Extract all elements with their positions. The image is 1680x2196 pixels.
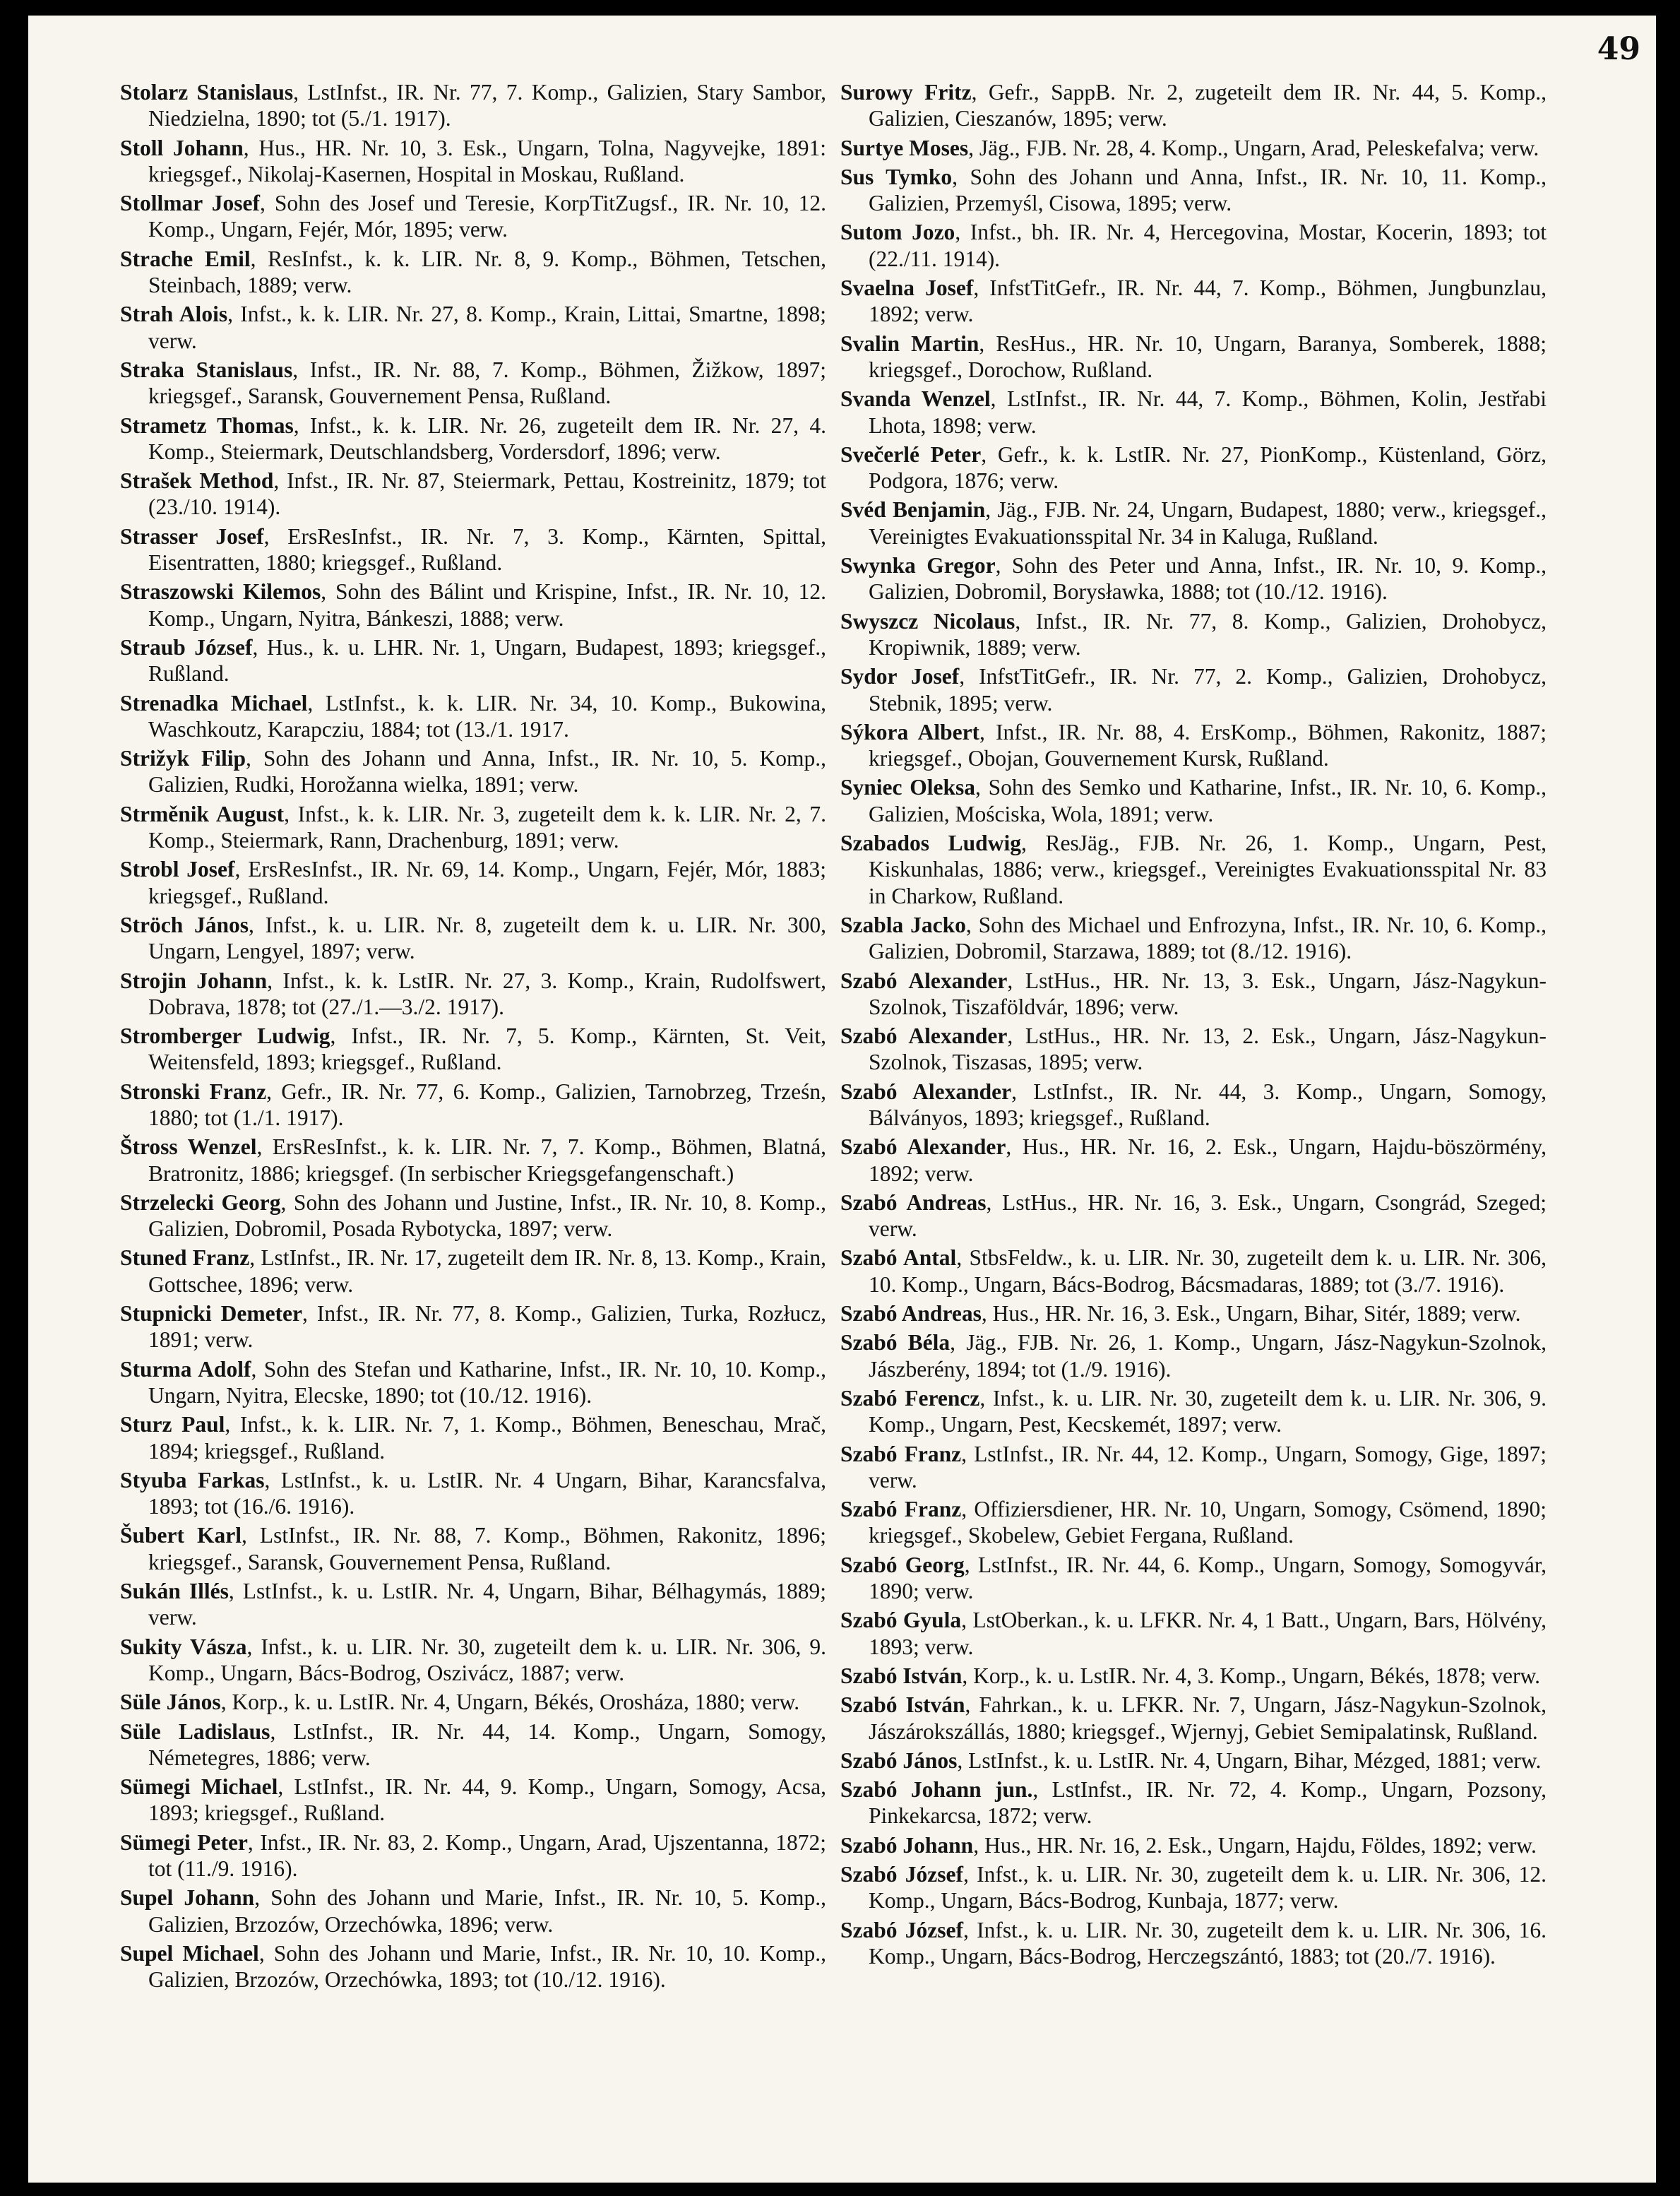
entry-details: , Infst., k. k. LIR. Nr. 7, 1. Komp., Böhmen, Beneschau, Mrač, 1894; kriegsgef., Rußland.	[148, 1412, 826, 1464]
entry-details: , Hus., HR. Nr. 10, 3. Esk., Ungarn, Tolna, Nagyvejke, 1891: kriegsgef., Nikolaj-Kasernen, Hospital in Moskau, Rußland.	[148, 135, 826, 186]
entry-name: Štross Wenzel	[120, 1134, 257, 1160]
register-entry	[120, 1300, 826, 1353]
entry-details: , Gefr., k. k. LstIR. Nr. 27, PionKomp., Küstenland, Görz, Podgora, 1876; verw.	[869, 441, 1547, 494]
register-entry	[840, 1692, 1547, 1745]
left-column	[120, 79, 826, 2170]
register-entry	[120, 1079, 826, 1132]
entry-details: , Fahrkan., k. u. LFKR. Nr. 7, Ungarn, Jász-Nagykun-Szolnok, Jászárokszállás, 1880; kriegsgef., Wjernyj, Gebiet Semipalatinsk, Rußland.	[869, 1692, 1547, 1744]
register-entry	[840, 1441, 1547, 1494]
entry-name: Svalin Martin	[840, 331, 979, 356]
entry-details: , Infst., k. u. LIR. Nr. 30, zugeteilt dem k. u. LIR. Nr. 306, 9. Komp., Ungarn, Pest, Kecskemét, 1897; verw.	[869, 1385, 1547, 1437]
entry-details: , Sohn des Stefan und Katharine, Infst., IR. Nr. 10, 10. Komp., Ungarn, Nyitra, Elecske, 1890; tot (10./12. 1916).	[148, 1356, 826, 1408]
entry-name: Szabó Andreas	[840, 1301, 982, 1326]
register-entry	[840, 663, 1547, 716]
register-entry	[120, 690, 826, 743]
entry-details: , LstInfst., k. k. LIR. Nr. 34, 10. Komp., Bukowina, Waschkoutz, Karapcziu, 1884; tot (13./1. 1917.	[148, 690, 826, 742]
entry-details: , LstHus., HR. Nr. 13, 2. Esk., Ungarn, Jász-Nagykun-Szolnok, Tiszasas, 1895; verw.	[869, 1023, 1547, 1075]
register-entry	[120, 1634, 826, 1687]
entry-name: Ströch János	[120, 912, 249, 937]
entry-name: Szabados Ludwig	[840, 831, 1021, 856]
entry-details: , Infst., k. k. LstIR. Nr. 27, 3. Komp., Krain, Rudolfswert, Dobrava, 1878; tot (27./1.—3./2. 1917).	[148, 968, 826, 1019]
register-entry	[840, 1917, 1547, 1970]
entry-details: , Sohn des Bálint und Krispine, Infst., IR. Nr. 10, 12. Komp., Ungarn, Nyitra, Bánkeszi, 1888; verw.	[148, 579, 826, 631]
register-entry	[840, 1747, 1547, 1774]
register-entry	[840, 1607, 1547, 1660]
register-entry	[120, 190, 826, 243]
entry-details: , Infst., k. k. LIR. Nr. 27, 8. Komp., Krain, Littai, Smartne, 1898; verw.	[148, 302, 826, 353]
entry-name: Szabó Franz	[840, 1441, 962, 1466]
entry-name: Szabó Alexander	[840, 1134, 1006, 1160]
register-entry	[840, 719, 1547, 772]
register-entry	[120, 968, 826, 1021]
register-entry	[840, 968, 1547, 1021]
register-entry	[120, 1134, 826, 1187]
entry-details: , Infst., IR. Nr. 77, 8. Komp., Galizien, Drohobycz, Kropiwnik, 1889; verw.	[869, 608, 1547, 660]
entry-name: Šubert Karl	[120, 1523, 242, 1548]
entry-details: , Infst., IR. Nr. 7, 5. Komp., Kärnten, St. Veit, Weitensfeld, 1893; kriegsgef., Rußland.	[148, 1023, 826, 1075]
entry-details: , Infst., k. u. LIR. Nr. 30, zugeteilt dem k. u. LIR. Nr. 306, 16. Komp., Ungarn, Bács-Bodrog, Herczegszántó, 1883; tot (20./7. 1916).	[869, 1917, 1547, 1969]
entry-details: , ResJäg., FJB. Nr. 26, 1. Komp., Ungarn, Pest, Kiskunhalas, 1886; verw., kriegsgef., Vereinigtes Evakuationsspital Nr. 83 in Charkow, Rußland.	[869, 831, 1547, 908]
register-entry	[120, 1245, 826, 1298]
entry-name: Stronski Franz	[120, 1079, 267, 1104]
entry-details: , LstHus., HR. Nr. 16, 3. Esk., Ungarn, Csongrád, Szeged; verw.	[869, 1189, 1547, 1242]
register-entry	[120, 634, 826, 687]
entry-name: Süle Ladislaus	[120, 1719, 270, 1744]
entry-details: , Infst., bh. IR. Nr. 4, Hercegovina, Mostar, Kocerin, 1893; tot (22./11. 1914).	[869, 220, 1547, 271]
entry-name: Stromberger Ludwig	[120, 1023, 330, 1049]
entry-name: Szabó Antal	[840, 1245, 957, 1271]
entry-details: , Sohn des Johann und Marie, Infst., IR. Nr. 10, 10. Komp., Galizien, Brzozów, Orzechówka, 1893; tot (10./12. 1916).	[148, 1940, 826, 1993]
entry-name: Svanda Wenzel	[840, 386, 991, 412]
entry-name: Sutom Jozo	[840, 220, 955, 245]
entry-details: , LstInfst., IR. Nr. 44, 3. Komp., Ungarn, Somogy, Bálványos, 1893; kriegsgef., Rußland.	[869, 1079, 1547, 1130]
entry-details: , LstInfst., IR. Nr. 17, zugeteilt dem IR. Nr. 8, 13. Komp., Krain, Gottschee, 1896; verw.	[148, 1245, 826, 1297]
register-entry	[120, 357, 826, 410]
entry-details: , Sohn des Johann und Marie, Infst., IR. Nr. 10, 5. Komp., Galizien, Brzozów, Orzechówka, 1896; verw.	[148, 1885, 826, 1937]
register-entry	[840, 1385, 1547, 1438]
register-entry	[120, 135, 826, 188]
entry-details: , Hus., k. u. LHR. Nr. 1, Ungarn, Budapest, 1893; kriegsgef., Rußland.	[148, 634, 826, 687]
entry-details: , ErsResInfst., IR. Nr. 69, 14. Komp., Ungarn, Fejér, Mór, 1883; kriegsgef., Rußland.	[148, 857, 826, 908]
register-entry	[120, 468, 826, 521]
entry-name: Sturz Paul	[120, 1412, 225, 1437]
entry-name: Szabó József	[840, 1917, 963, 1942]
register-entry	[840, 1023, 1547, 1076]
entry-name: Styuba Farkas	[120, 1467, 265, 1492]
entry-name: Szabó István	[840, 1663, 963, 1688]
entry-details: , LstInfst., k. u. LstIR. Nr. 4 Ungarn, Bihar, Karancsfalva, 1893; tot (16./6. 1916).	[148, 1467, 826, 1519]
entry-details: , Sohn des Johann und Anna, Infst., IR. Nr. 10, 11. Komp., Galizien, Przemyśl, Cisowa, 1895; verw.	[869, 164, 1547, 216]
register-entry	[120, 1774, 826, 1827]
register-entry	[840, 497, 1547, 550]
register-entry	[840, 386, 1547, 439]
register-entry	[840, 1552, 1547, 1605]
entry-details: , Jäg., FJB. Nr. 26, 1. Komp., Ungarn, Jász-Nagykun-Szolnok, Jászberény, 1894; tot (1./9. 1916).	[869, 1330, 1547, 1382]
document-page	[28, 16, 1656, 2183]
entry-name: Szabó Andreas	[840, 1189, 987, 1215]
entry-name: Strměnik August	[120, 801, 285, 826]
entry-name: Surowy Fritz	[840, 80, 972, 105]
register-entry	[120, 523, 826, 576]
entry-details: , LstOberkan., k. u. LFKR. Nr. 4, 1 Batt., Ungarn, Bars, Hölvény, 1893; verw.	[869, 1608, 1547, 1659]
entry-name: Szabó Johann jun.	[840, 1777, 1033, 1803]
entry-details: , Infst., IR. Nr. 87, Steiermark, Pettau, Kostreinitz, 1879; tot (23./10. 1914).	[148, 468, 826, 520]
register-entry	[840, 1832, 1547, 1858]
register-entry	[840, 912, 1547, 965]
entry-details: , LstInfst., IR. Nr. 44, 7. Komp., Böhmen, Kolin, Jestřabi Lhota, 1898; verw.	[869, 386, 1547, 438]
entry-details: , LstInfst., k. u. LstIR. Nr. 4, Ungarn, Bihar, Mézged, 1881; verw.	[957, 1747, 1542, 1773]
entry-name: Stollmar Josef	[120, 191, 260, 216]
entry-name: Sümegi Peter	[120, 1829, 248, 1855]
register-entry	[120, 856, 826, 909]
entry-name: Szabó Franz	[840, 1497, 962, 1522]
entry-name: Sukán Illés	[120, 1579, 229, 1604]
entry-name: Sukity Vásza	[120, 1634, 247, 1659]
entry-name: Strobl Josef	[120, 857, 235, 882]
entry-details: , LstInfst., IR. Nr. 44, 9. Komp., Ungarn, Somogy, Acsa, 1893; kriegsgef., Rußland.	[148, 1774, 826, 1826]
entry-name: Süle János	[120, 1690, 221, 1715]
register-entry	[840, 1776, 1547, 1829]
register-entry	[120, 1356, 826, 1409]
register-entry	[840, 552, 1547, 605]
register-entry	[120, 1411, 826, 1464]
entry-details: , Korp., k. u. LstIR. Nr. 4, 3. Komp., Ungarn, Békés, 1878; verw.	[962, 1663, 1541, 1688]
register-entry	[120, 745, 826, 798]
register-entry	[120, 578, 826, 631]
register-entry	[120, 1023, 826, 1076]
entry-name: Stolarz Stanislaus	[120, 80, 294, 105]
entry-details: , ErsResInfst., IR. Nr. 7, 3. Komp., Kärnten, Spittal, Eisentratten, 1880; kriegsgef., Rußland.	[148, 523, 826, 576]
entry-details: , Infst., k. u. LIR. Nr. 30, zugeteilt dem k. u. LIR. Nr. 306, 9. Komp., Ungarn, Bács-Bodrog, Oszivácz, 1887; verw.	[148, 1634, 826, 1685]
register-entry	[120, 1940, 826, 1993]
entry-details: , Sohn des Johann und Anna, Infst., IR. Nr. 10, 5. Komp., Galizien, Rudki, Horožanna wielka, 1891; verw.	[148, 746, 826, 797]
entry-name: Svaelna Josef	[840, 275, 974, 301]
entry-details: , LstInfst., IR. Nr. 72, 4. Komp., Ungarn, Pozsony, Pinkekarcsa, 1872; verw.	[869, 1777, 1547, 1829]
entry-name: Strašek Method	[120, 468, 274, 494]
entry-details: , LstHus., HR. Nr. 13, 3. Esk., Ungarn, Jász-Nagykun-Szolnok, Tiszaföldvár, 1896; verw.	[869, 968, 1547, 1019]
entry-details: , Sohn des Peter und Anna, Infst., IR. Nr. 10, 9. Komp., Galizien, Dobromil, Borysławka, 1888; tot (10./12. 1916).	[869, 553, 1547, 605]
entry-details: , Infst., IR. Nr. 77, 8. Komp., Galizien, Turka, Rozłucz, 1891; verw.	[148, 1301, 826, 1353]
entry-details: , InfstTitGefr., IR. Nr. 44, 7. Komp., Böhmen, Jungbunzlau, 1892; verw.	[869, 275, 1547, 327]
entry-name: Sturma Adolf	[120, 1356, 251, 1382]
entry-name: Straub József	[120, 634, 253, 660]
register-entry	[120, 301, 826, 354]
entry-name: Szabó István	[840, 1692, 965, 1718]
register-entry	[840, 1134, 1547, 1187]
entry-details: , LstInfst., IR. Nr. 44, 12. Komp., Ungarn, Somogy, Gige, 1897; verw.	[869, 1441, 1547, 1492]
entry-name: Szabó János	[840, 1747, 958, 1773]
entry-name: Sümegi Michael	[120, 1774, 278, 1800]
register-entry	[120, 1578, 826, 1631]
entry-name: Swyszcz Nicolaus	[840, 608, 1015, 634]
entry-name: Szabó Béla	[840, 1330, 951, 1355]
entry-name: Sydor Josef	[840, 664, 960, 689]
entry-name: Strah Alois	[120, 302, 228, 327]
entry-name: Supel Johann	[120, 1885, 255, 1911]
register-entry	[120, 246, 826, 299]
register-entry	[120, 801, 826, 854]
entry-details: , Sohn des Josef und Teresie, KorpTitZugsf., IR. Nr. 10, 12. Komp., Ungarn, Fejér, Mór, 1895; verw.	[148, 191, 826, 242]
entry-name: Svéd Benjamin	[840, 497, 986, 523]
entry-name: Straka Stanislaus	[120, 357, 293, 382]
entry-name: Szabó Georg	[840, 1552, 965, 1577]
entry-details: , Hus., HR. Nr. 16, 3. Esk., Ungarn, Bihar, Sitér, 1889; verw.	[981, 1301, 1521, 1326]
entry-details: , LstInfst., IR. Nr. 44, 14. Komp., Ungarn, Somogy, Németegres, 1886; verw.	[148, 1719, 826, 1770]
entry-details: , ResHus., HR. Nr. 10, Ungarn, Baranya, Somberek, 1888; kriegsgef., Dorochow, Rußland.	[869, 331, 1547, 382]
entry-details: , Infst., k. k. LIR. Nr. 3, zugeteilt dem k. k. LIR. Nr. 2, 7. Komp., Steiermark, Rann, Drachenburg, 1891; verw.	[148, 801, 826, 853]
register-entry	[840, 774, 1547, 827]
entry-details: , Sohn des Michael und Enfrozyna, Infst., IR. Nr. 10, 6. Komp., Galizien, Dobromil, Starzawa, 1889; tot (8./12. 1916).	[869, 912, 1547, 964]
register-entry	[840, 608, 1547, 661]
entry-details: , Sohn des Semko und Katharine, Infst., IR. Nr. 10, 6. Komp., Galizien, Mościska, Wola, 1891; verw.	[869, 775, 1547, 826]
entry-name: Strenadka Michael	[120, 690, 308, 716]
entry-name: Surtye Moses	[840, 135, 969, 160]
register-entry	[840, 331, 1547, 384]
entry-name: Strižyk Filip	[120, 746, 246, 771]
right-column	[840, 79, 1547, 2170]
entry-details: , LstInfst., IR. Nr. 44, 6. Komp., Ungarn, Somogy, Somogyvár, 1890; verw.	[869, 1552, 1547, 1604]
register-entry	[840, 219, 1547, 272]
entry-details: , Infst., IR. Nr. 83, 2. Komp., Ungarn, Arad, Ujszentanna, 1872; tot (11./9. 1916).	[148, 1829, 826, 1881]
register-entry	[840, 1300, 1547, 1326]
register-entry	[840, 1079, 1547, 1132]
entry-name: Strzelecki Georg	[120, 1189, 281, 1215]
entry-details: , Infst., IR. Nr. 88, 7. Komp., Böhmen, Žižkow, 1897; kriegsgef., Saransk, Gouvernement Pensa, Rußland.	[148, 357, 826, 409]
page-number: 49	[1597, 31, 1640, 67]
entry-name: Szabó Alexander	[840, 1079, 1012, 1104]
register-entry	[840, 830, 1547, 909]
register-entry	[120, 1522, 826, 1575]
entry-details: , Gefr., SappB. Nr. 2, zugeteilt dem IR. Nr. 44, 5. Komp., Galizien, Cieszanów, 1895; verw.	[869, 80, 1547, 131]
register-entry	[840, 1496, 1547, 1549]
entry-name: Sýkora Albert	[840, 719, 980, 744]
register-entry	[840, 441, 1547, 494]
entry-details: , Gefr., IR. Nr. 77, 6. Komp., Galizien, Tarnobrzeg, Trześn, 1880; tot (1./1. 1917).	[148, 1079, 826, 1130]
entry-details: , InfstTitGefr., IR. Nr. 77, 2. Komp., Galizien, Drohobycz, Stebnik, 1895; verw.	[869, 664, 1547, 716]
entry-name: Strojin Johann	[120, 968, 268, 993]
register-entry	[120, 912, 826, 965]
entry-name: Stupnicki Demeter	[120, 1301, 303, 1326]
entry-name: Szabó Gyula	[840, 1608, 962, 1633]
entry-name: Supel Michael	[120, 1940, 259, 1966]
register-entry	[120, 1689, 826, 1715]
register-entry	[840, 1861, 1547, 1914]
entry-details: , Jäg., FJB. Nr. 28, 4. Komp., Ungarn, Arad, Peleskefalva; verw.	[968, 135, 1539, 160]
entry-details: , Infst., k. u. LIR. Nr. 30, zugeteilt dem k. u. LIR. Nr. 306, 12. Komp., Ungarn, Bács-Bodrog, Kunbaja, 1877; verw.	[869, 1862, 1547, 1913]
entry-name: Szabó Ferencz	[840, 1385, 980, 1411]
entry-details: , Sohn des Johann und Justine, Infst., IR. Nr. 10, 8. Komp., Galizien, Dobromil, Posada Rybotycka, 1897; verw.	[148, 1189, 826, 1242]
entry-name: Syniec Oleksa	[840, 775, 975, 800]
register-entry	[120, 413, 826, 465]
entry-name: Stoll Johann	[120, 135, 244, 160]
entry-details: , Infst., k. u. LIR. Nr. 8, zugeteilt dem k. u. LIR. Nr. 300, Ungarn, Lengyel, 1897; verw.	[148, 912, 826, 964]
register-entry	[840, 79, 1547, 132]
register-entry	[840, 1189, 1547, 1242]
entry-details: , Hus., HR. Nr. 16, 2. Esk., Ungarn, Hajdu, Földes, 1892; verw.	[973, 1832, 1537, 1858]
entry-name: Szabó Alexander	[840, 1023, 1008, 1049]
register-entry	[840, 164, 1547, 217]
entry-details: , Hus., HR. Nr. 16, 2. Esk., Ungarn, Hajdu-böszörmény, 1892; verw.	[869, 1134, 1547, 1186]
entry-name: Strametz Thomas	[120, 413, 294, 438]
entry-name: Straszowski Kilemos	[120, 579, 321, 605]
entry-name: Swynka Gregor	[840, 553, 996, 578]
entry-name: Szabó József	[840, 1862, 963, 1887]
register-entry	[120, 1829, 826, 1882]
register-entry	[120, 1719, 826, 1771]
entry-name: Sus Tymko	[840, 164, 953, 189]
entry-name: Strache Emil	[120, 246, 251, 271]
entry-details: , LstInfst., IR. Nr. 88, 7. Komp., Böhmen, Rakonitz, 1896; kriegsgef., Saransk, Gouvernement Pensa, Rußland.	[148, 1523, 826, 1574]
register-entry	[840, 1663, 1547, 1689]
entry-details: , ResInfst., k. k. LIR. Nr. 8, 9. Komp., Böhmen, Tetschen, Steinbach, 1889; verw.	[148, 246, 826, 298]
entry-name: Stuned Franz	[120, 1245, 250, 1271]
entry-details: , Infst., IR. Nr. 88, 4. ErsKomp., Böhmen, Rakonitz, 1887; kriegsgef., Obojan, Gouvernement Kursk, Rußland.	[869, 719, 1547, 771]
register-entry	[120, 1467, 826, 1520]
entry-name: Strasser Josef	[120, 523, 264, 549]
register-entry	[840, 275, 1547, 328]
entry-details: , Jäg., FJB. Nr. 24, Ungarn, Budapest, 1880; verw., kriegsgef., Vereinigtes Evakuationsspital Nr. 34 in Kaluga, Rußland.	[869, 497, 1547, 549]
entry-details: , Offiziersdiener, HR. Nr. 10, Ungarn, Somogy, Csömend, 1890; kriegsgef., Skobelew, Gebiet Fergana, Rußland.	[869, 1497, 1547, 1548]
register-entry	[840, 135, 1547, 161]
entry-details: , StbsFeldw., k. u. LIR. Nr. 30, zugeteilt dem k. u. LIR. Nr. 306, 10. Komp., Ungarn, Bács-Bodrog, Bácsmadaras, 1889; tot (3./7. 1916).	[869, 1245, 1547, 1297]
register-entry	[120, 1189, 826, 1242]
entry-name: Svečerlé Peter	[840, 441, 982, 467]
register-entry	[120, 79, 826, 132]
entry-name: Szabó Alexander	[840, 968, 1008, 993]
entry-details: , LstInfst., k. u. LstIR. Nr. 4, Ungarn, Bihar, Bélhagymás, 1889; verw.	[148, 1579, 826, 1630]
register-entry	[840, 1329, 1547, 1382]
entry-details: , Korp., k. u. LstIR. Nr. 4, Ungarn, Békés, Orosháza, 1880; verw.	[220, 1690, 800, 1715]
entry-details: , LstInfst., IR. Nr. 77, 7. Komp., Galizien, Stary Sambor, Niedzielna, 1890; tot (5./1. 1917).	[148, 80, 826, 131]
entry-details: , Infst., k. k. LIR. Nr. 26, zugeteilt dem IR. Nr. 27, 4. Komp., Steiermark, Deutschlandsberg, Vordersdorf, 1896; verw.	[148, 413, 826, 464]
entry-details: , ErsResInfst., k. k. LIR. Nr. 7, 7. Komp., Böhmen, Blatná, Bratronitz, 1886; kriegsgef. (In serbischer Kriegsgefangenschaft.)	[148, 1134, 826, 1186]
entry-name: Szabla Jacko	[840, 912, 966, 937]
entry-name: Szabó Johann	[840, 1832, 974, 1858]
register-entry	[120, 1885, 826, 1937]
register-entry	[840, 1245, 1547, 1298]
